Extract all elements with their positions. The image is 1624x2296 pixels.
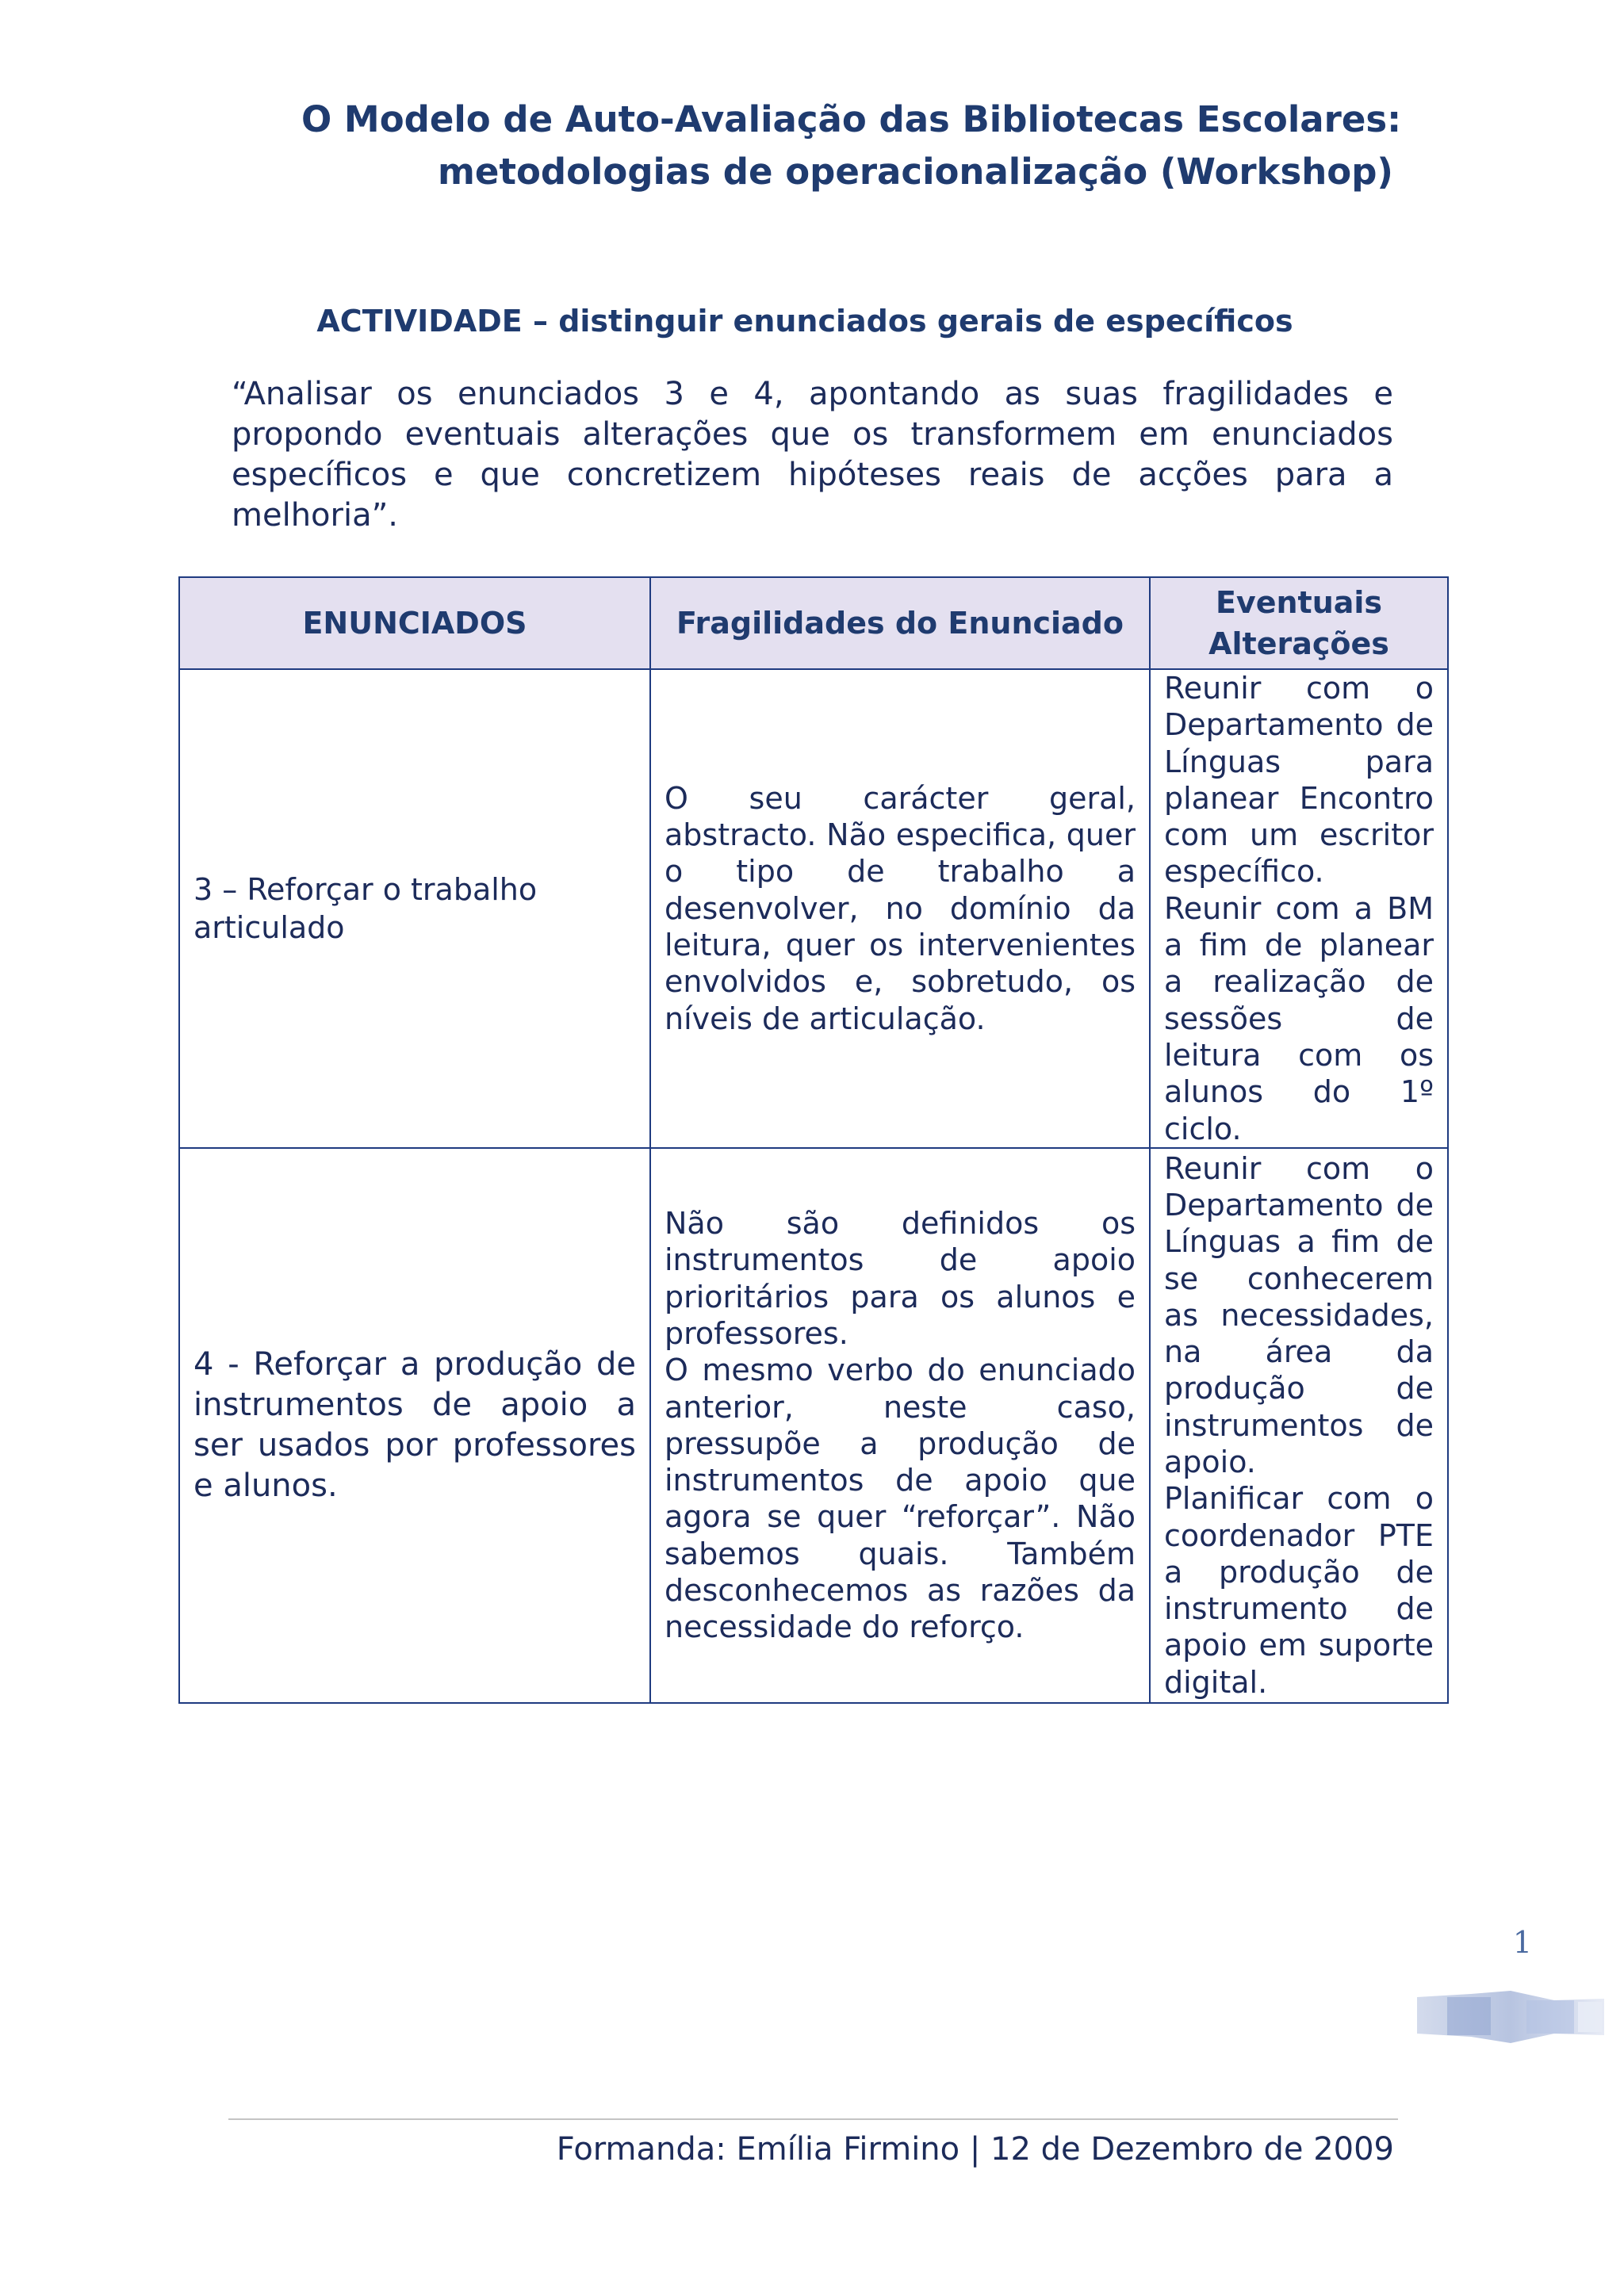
table-row [179, 669, 1448, 1148]
document-title-line-2: metodologias de operacionalização (Workshop) [438, 151, 1393, 193]
alteracoes-text: Reunir com o Departamento de Línguas a fim de se conhecerem as necessidades, na área da produção de instrumentos de apoio. Planificar com o coordenador PTE a produção de instrumento de apoio em suporte digital. [1164, 1150, 1434, 1700]
activity-title: ACTIVIDADE – distinguir enunciados gerais de específicos [316, 304, 1293, 339]
cell-fragilidades [650, 1148, 1150, 1703]
cell-alteracoes [1150, 1148, 1448, 1703]
document-title [301, 94, 1402, 198]
activity-quote: “Analisar os enunciados 3 e 4, apontando as suas fragilidades e propondo eventuais alterações que os transformem em enunciados específicos e que concretizem hipóteses reais de acções para a melhoria”. [232, 376, 1393, 534]
cell-alteracoes [1150, 669, 1448, 1148]
table-row [179, 1148, 1448, 1703]
footer-divider [228, 2118, 1398, 2120]
enunciado-text: 4 - Reforçar a produção de instrumentos de apoio a ser usados por professores e alunos. [193, 1345, 636, 1504]
document-title-line-1: O Modelo de Auto-Avaliação das Bibliotecas Escolares: [301, 98, 1402, 140]
table-header-row [179, 577, 1448, 669]
header-alteracoes: Eventuais Alterações [1150, 577, 1448, 669]
header-enunciados: ENUNCIADOS [179, 577, 650, 669]
enunciados-table [178, 576, 1449, 1704]
fragilidades-text: Não são definidos os instrumentos de apoio prioritários para os alunos e professores. O mesmo verbo do enunciado anterior, neste caso, pressupõe a produção de instrumentos de apoio que agora se quer “reforçar”. Não sabemos quais. Também desconhecemos as razões da necessidade do reforço. [665, 1206, 1136, 1645]
fragilidades-text: O seu carácter geral, abstracto. Não especifica, quer o tipo de trabalho a desenvolver, no domínio da leitura, quer os intervenientes envolvidos e, sobretudo, os níveis de articulação. [665, 780, 1136, 1036]
header-fragilidades: Fragilidades do Enunciado [650, 577, 1150, 669]
cell-fragilidades [650, 669, 1150, 1148]
alteracoes-text: Reunir com o Departamento de Línguas para planear Encontro com um escritor específico. Reunir com a BM a fim de planear a realização de sessões de leitura com os alunos do 1º ciclo. [1164, 671, 1434, 1146]
page-number: 1 [1512, 1925, 1533, 1960]
footer-text: Formanda: Emília Firmino | 12 de Dezembro de 2009 [556, 2131, 1394, 2168]
cell-enunciado [179, 1148, 650, 1703]
page-decoration-graphic [1415, 1986, 1606, 2049]
enunciado-text: 3 – Reforçar o trabalho articulado [193, 871, 538, 945]
cell-enunciado [179, 669, 650, 1148]
